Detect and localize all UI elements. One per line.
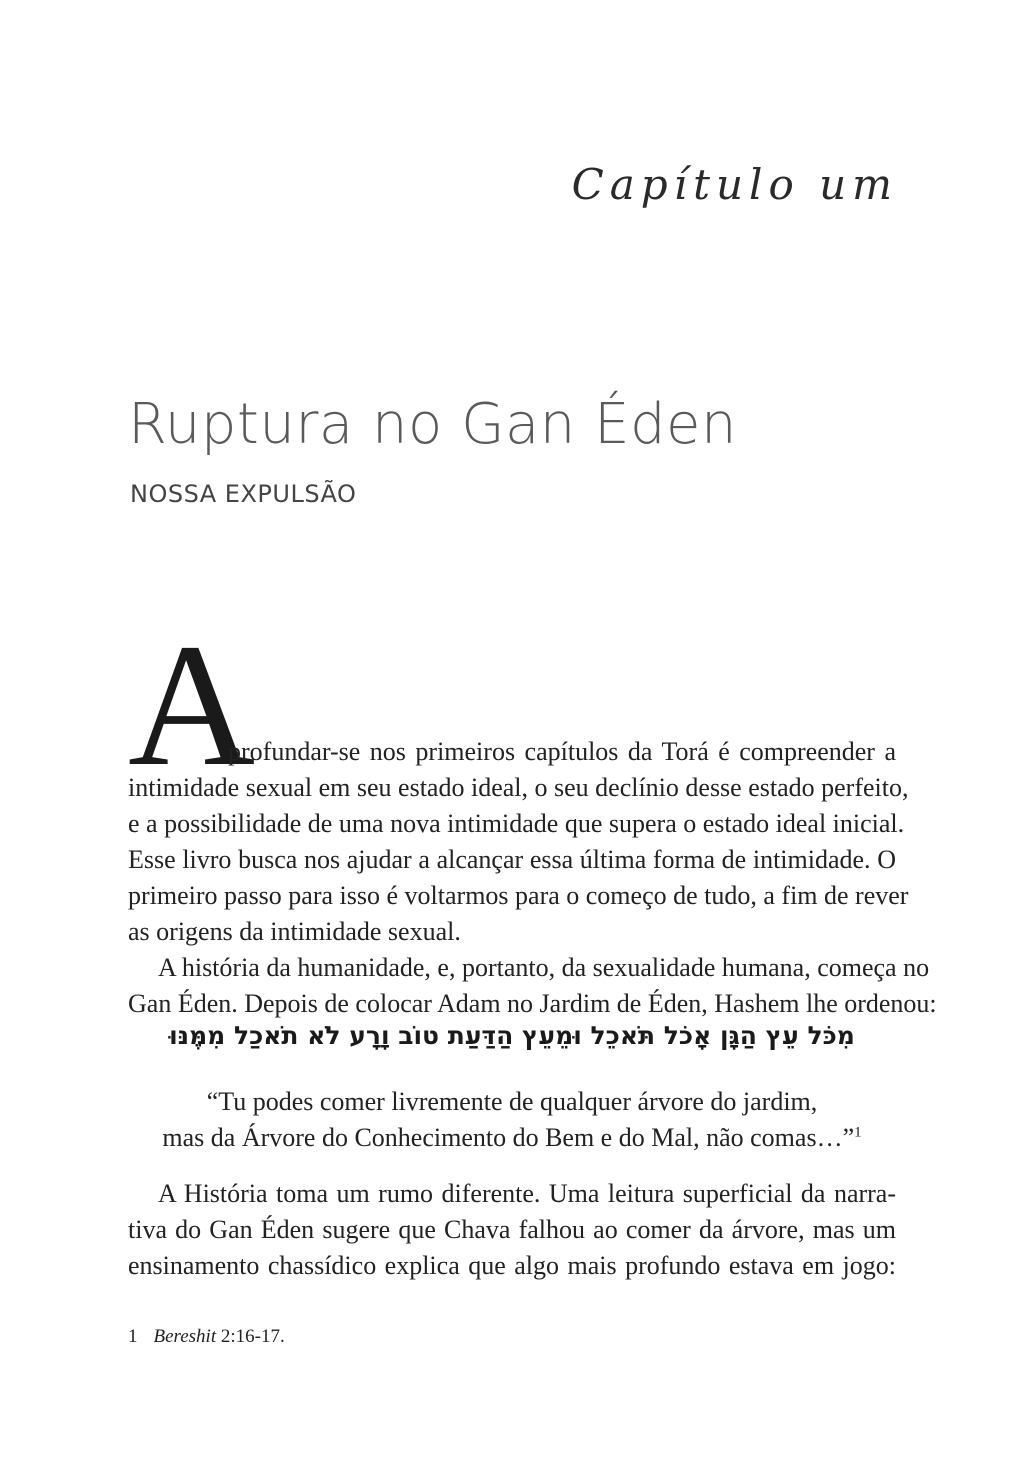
paragraph-line: ensinamento chassídico explica que algo mais profundo estava em jogo: bbox=[128, 1251, 896, 1280]
hebrew-verse: מִכֹּל עֵץ הַגָּן אָכֹל תֹּאכֵל וּמֵעֵץ הַדַּעַת טוֹב וָרָע לֹא תֹאכַל מִמֶּנּוּ bbox=[169, 1021, 855, 1050]
paragraph-line: A História toma um rumo diferente. Uma leitura superficial da narra- bbox=[158, 1179, 896, 1208]
paragraph-line: Gan Éden. Depois de colocar Adam no Jardim de Éden, Hashem lhe ordenou: bbox=[128, 989, 937, 1018]
paragraph-line: Esse livro busca nos ajudar a alcançar essa última forma de intimidade. O bbox=[128, 845, 896, 874]
paragraph-line: e a possibilidade de uma nova intimidade que supera o estado ideal inicial. bbox=[128, 809, 905, 838]
chapter-label: Capítulo um bbox=[571, 160, 898, 209]
paragraph-line: intimidade sexual em seu estado ideal, o seu declínio desse estado perfeito, bbox=[128, 773, 909, 802]
quote-line: “Tu podes comer livremente de qualquer árvore do jardim, bbox=[206, 1087, 818, 1116]
footnote-reference: 1 bbox=[854, 1124, 862, 1141]
paragraph-line: tiva do Gan Éden sugere que Chava falhou ao comer da árvore, mas um bbox=[128, 1215, 896, 1244]
quote-text: mas da Árvore do Conhecimento do Bem e do Mal, não comas…” bbox=[162, 1123, 855, 1152]
drop-cap: A bbox=[128, 608, 256, 803]
chapter-title: Ruptura no Gan Éden bbox=[128, 392, 737, 457]
footnote-number: 1 bbox=[128, 1326, 138, 1347]
paragraph-line: profundar-se nos primeiros capítulos da Torá é compreender a bbox=[228, 737, 896, 766]
paragraph-line: primeiro passo para isso é voltarmos para o começo de tudo, a fim de rever bbox=[128, 881, 909, 910]
paragraph-line: A história da humanidade, e, portanto, da sexualidade humana, começa no bbox=[158, 953, 930, 982]
chapter-subtitle: NOSSA EXPULSÃO bbox=[130, 480, 357, 508]
footnote-book: Bereshit bbox=[153, 1326, 217, 1347]
footnote bbox=[128, 1326, 285, 1348]
quote-line bbox=[128, 1120, 896, 1156]
paragraph-line: as origens da intimidade sexual. bbox=[128, 917, 461, 946]
footnote-reference-text: 2:16-17. bbox=[220, 1326, 285, 1347]
